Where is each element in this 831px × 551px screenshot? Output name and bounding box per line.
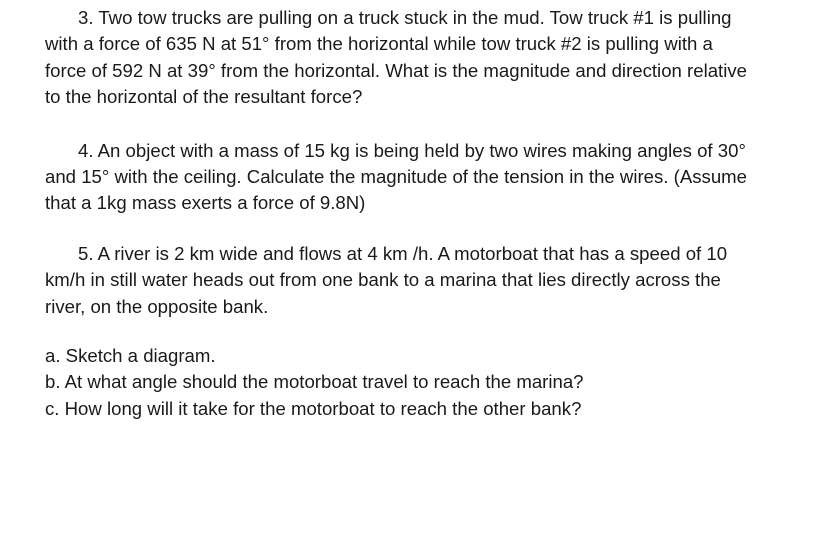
- problem-4-line: 4. An object with a mass of 15 kg is being held by two wires making angles of 30°: [78, 139, 746, 161]
- problem-4-line: and 15° with the ceiling. Calculate the magnitude of the tension in the wires. (Assume: [45, 166, 747, 188]
- spacer: [45, 320, 820, 343]
- worksheet-page: [45, 5, 820, 422]
- problem-4: [45, 138, 820, 217]
- problem-4-line: that a 1kg mass exerts a force of 9.8N): [45, 192, 366, 214]
- problem-3: [45, 5, 820, 111]
- spacer: [45, 217, 820, 241]
- problem-5-part-c: c. How long will it take for the motorboat to reach the other bank?: [45, 397, 582, 419]
- problem-3-line: to the horizontal of the resultant force?: [45, 86, 363, 108]
- problem-3-line: force of 592 N at 39° from the horizontal. What is the magnitude and direction relative: [45, 59, 747, 81]
- problem-5-part-b: b. At what angle should the motorboat travel to reach the marina?: [45, 371, 584, 393]
- problem-3-line: with a force of 635 N at 51° from the horizontal while tow truck #2 is pulling with a: [45, 33, 713, 55]
- problem-5-line: 5. A river is 2 km wide and flows at 4 km /h. A motorboat that has a speed of 10: [78, 242, 728, 264]
- problem-3-line: 3. Two tow trucks are pulling on a truck stuck in the mud. Tow truck #1 is pulling: [78, 7, 732, 28]
- problem-5-line: km/h in still water heads out from one bank to a marina that lies directly across the: [45, 269, 721, 291]
- problem-5: [45, 241, 820, 422]
- problem-5-line: river, on the opposite bank.: [45, 295, 269, 317]
- spacer: [45, 111, 820, 138]
- problem-5-part-a: a. Sketch a diagram.: [45, 345, 216, 367]
